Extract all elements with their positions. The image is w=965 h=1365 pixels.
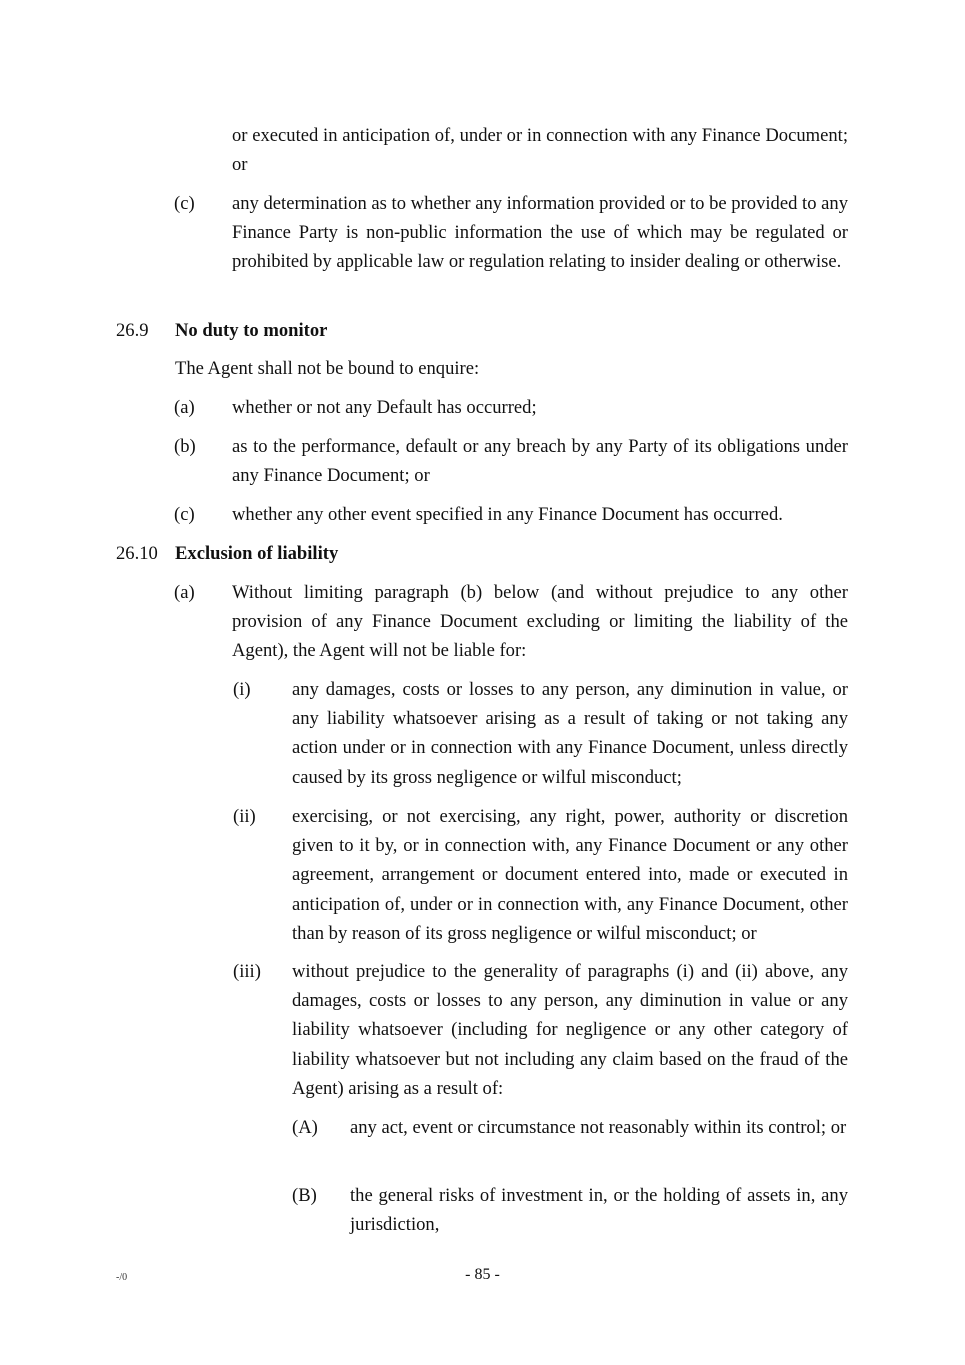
subitem-text: without prejudice to the generality of paragraphs (i) and (ii) above, any damages, costs or losses to any person, any diminution in value or any liability whatsoever (including for negligence or any other category of liability whatsoever but not including any claim based on the fraud of the Agent) arising as a result of:	[292, 961, 848, 1099]
item-label: (c)	[174, 504, 195, 525]
subitem-text: exercising, or not exercising, any right, power, authority or discretion given to it by, or in connection with, any Finance Document or any other agreement, arrangement or document entered into, made or executed in anticipation of, under or in connection with, any Finance Document, other than by reason of its gross negligence or wilful misconduct; or	[292, 806, 848, 944]
section-number: 26.9	[116, 320, 149, 341]
item-text: Without limiting paragraph (b) below (and without prejudice to any other provision of any Finance Document excluding or limiting the liability of the Agent), the Agent will not be liable for:	[232, 582, 848, 662]
item-text: whether any other event specified in any Finance Document has occurred.	[232, 504, 783, 525]
subsubitem-label: (B)	[292, 1185, 317, 1206]
subitem-text: any damages, costs or losses to any person, any diminution in value, or any liability whatsoever arising as a result of taking or not taking any action under or in connection with any Finance Document, unless directly caused by its gross negligence or wilful misconduct;	[292, 679, 848, 788]
item-text: any determination as to whether any information provided or to be provided to any Finance Party is non-public information the use of which may be regulated or prohibited by applicable law or regulation relating to insider dealing or otherwise.	[232, 193, 849, 273]
subitem-label: (ii)	[233, 806, 256, 827]
section-number: 26.10	[116, 543, 158, 564]
item-label: (a)	[174, 582, 195, 603]
section-heading: Exclusion of liability	[175, 543, 339, 564]
section-heading: No duty to monitor	[175, 320, 328, 341]
subitem-label: (i)	[233, 679, 251, 700]
page-number: - 85 -	[465, 1266, 500, 1283]
item-label: (b)	[174, 436, 196, 457]
footer-reference: -/0	[116, 1272, 128, 1283]
subsubitem-text: any act, event or circumstance not reasonably within its control; or	[350, 1117, 847, 1138]
continuation-paragraph: or executed in anticipation of, under or in connection with any Finance Document; or	[232, 125, 848, 176]
item-label: (c)	[174, 193, 195, 214]
subsubitem-label: (A)	[292, 1117, 318, 1138]
subitem-label: (iii)	[233, 961, 261, 982]
item-label: (a)	[174, 397, 195, 418]
item-text: as to the performance, default or any breach by any Party of its obligations under any Finance Document; or	[232, 436, 848, 487]
subsubitem-text: the general risks of investment in, or the holding of assets in, any jurisdiction,	[350, 1185, 848, 1236]
section-intro: The Agent shall not be bound to enquire:	[175, 358, 480, 379]
item-text: whether or not any Default has occurred;	[232, 397, 537, 418]
